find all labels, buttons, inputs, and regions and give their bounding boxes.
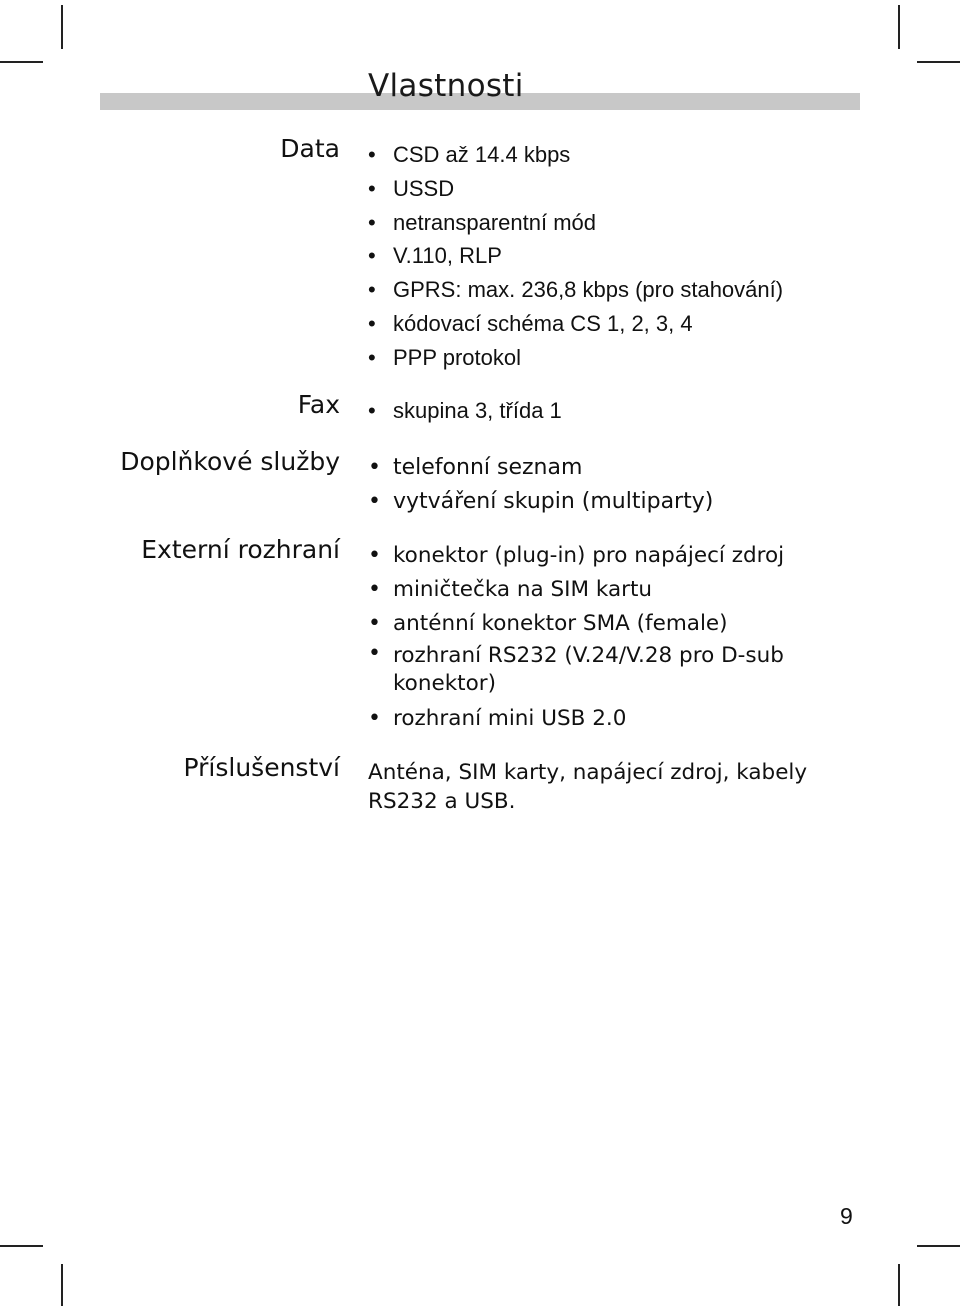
page-number: 9 — [840, 1203, 853, 1229]
bullet-icon: • — [368, 209, 376, 235]
bullet-icon: • — [368, 142, 376, 167]
crop-mark — [0, 61, 43, 63]
bullet-icon: • — [368, 344, 376, 370]
list-item: • anténní konektor SMA (female) — [368, 607, 838, 641]
section-label: Doplňkové služby — [120, 447, 340, 476]
list-item: • skupina 3, třída 1 — [368, 394, 838, 428]
list-item: • netransparentní mód — [368, 206, 838, 240]
item-list — [368, 394, 838, 428]
list-item: • rozhraní RS232 (V.24/V.28 pro D-sub konektor) — [368, 641, 784, 697]
bullet-icon: • — [368, 455, 381, 480]
list-item: • GPRS: max. 236,8 kbps (pro stahování) — [368, 273, 838, 307]
item-list — [368, 539, 838, 736]
bullet-icon: • — [368, 576, 381, 602]
bullet-icon: • — [368, 610, 381, 636]
bullet-icon: • — [368, 641, 381, 667]
crop-mark — [61, 1264, 63, 1306]
crop-mark — [0, 1245, 43, 1247]
item-list — [368, 138, 838, 375]
section-label: Externí rozhraní — [141, 535, 340, 564]
list-item: • CSD až 14.4 kbps — [368, 138, 838, 172]
crop-mark — [917, 61, 960, 63]
list-item: • miničtečka na SIM kartu — [368, 573, 838, 607]
bullet-icon: • — [368, 310, 376, 336]
bullet-icon: • — [368, 243, 376, 269]
list-item: • V.110, RLP — [368, 239, 838, 273]
bullet-icon: • — [368, 488, 381, 514]
accessories-text: Anténa, SIM karty, napájecí zdroj, kabely RS232 a USB. — [368, 760, 808, 814]
bullet-icon: • — [368, 175, 376, 201]
section-label: Příslušenství — [183, 753, 340, 782]
page-title: Vlastnosti — [368, 68, 524, 104]
section-label: Fax — [297, 390, 340, 419]
list-item: • rozhraní mini USB 2.0 — [368, 702, 838, 736]
list-item: • USSD — [368, 172, 838, 206]
crop-mark — [898, 5, 900, 49]
bullet-icon: • — [368, 706, 381, 732]
list-item: • telefonní seznam — [368, 451, 838, 485]
item-list — [368, 451, 838, 519]
list-item: • konektor (plug-in) pro napájecí zdroj — [368, 539, 838, 573]
list-item: • kódovací schéma CS 1, 2, 3, 4 — [368, 307, 838, 341]
list-item: • PPP protokol — [368, 341, 838, 375]
crop-mark — [898, 1264, 900, 1306]
bullet-icon: • — [368, 398, 376, 423]
crop-mark — [917, 1245, 960, 1247]
section-label: Data — [280, 134, 340, 163]
bullet-icon: • — [368, 277, 376, 303]
bullet-icon: • — [368, 543, 381, 568]
list-item: • vytváření skupin (multiparty) — [368, 485, 838, 519]
crop-mark — [61, 5, 63, 49]
